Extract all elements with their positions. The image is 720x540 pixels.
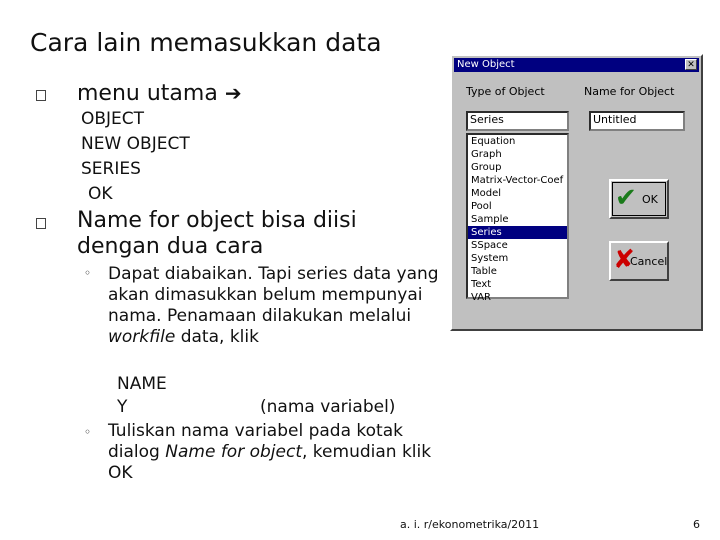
bullet-square-icon (36, 218, 46, 229)
sub-bullet-diabaikan (108, 264, 444, 348)
sub-bullet-tuliskan-tail: , kemudian klik OK (108, 442, 432, 483)
var-hint: (nama variabel) (260, 397, 396, 417)
menu-path-ok: OK (88, 184, 113, 204)
name-for-object-italic: Name for object (165, 442, 302, 462)
sub-bullet-tuliskan-text: Tuliskan nama variabel pada kotak dialog (108, 421, 403, 462)
cancel-button-label: Cancel (630, 255, 668, 268)
list-item[interactable]: Matrix-Vector-Coef (471, 175, 564, 186)
list-item[interactable]: Pool (471, 201, 492, 212)
list-item[interactable]: Sample (471, 214, 509, 225)
list-item[interactable]: VAR (471, 292, 491, 303)
list-item[interactable]: Table (471, 266, 497, 277)
bullet-menu-utama (77, 81, 242, 106)
type-of-object-label: Type of Object (466, 85, 545, 98)
cross-icon: ✘ (613, 245, 635, 275)
footer-credit: a. i. r/ekonometrika/2011 (400, 518, 540, 531)
menu-path-object: OBJECT (81, 109, 145, 129)
list-item[interactable]: Text (471, 279, 492, 290)
list-item[interactable]: Group (471, 162, 502, 173)
bullet-name-for-object (77, 208, 357, 260)
sub-bullet-diabaikan-text: Dapat diabaikan. Tapi series data yang akan dimasukkan belum mempunyai nama. Penamaan dilakukan melalui (108, 264, 439, 326)
list-item-selected[interactable]: Series (468, 226, 567, 239)
close-icon[interactable]: ✕ (685, 59, 697, 70)
arrow-right-icon: ➔ (224, 81, 242, 105)
sub-bullet-circle-icon: ◦ (84, 266, 92, 280)
sub-bullet-diabaikan-tail: data, klik (175, 327, 259, 347)
name-label: NAME (117, 374, 167, 394)
page-number: 6 (693, 518, 700, 531)
var-label: Y (117, 397, 128, 417)
dialog-title-bar[interactable] (454, 58, 699, 72)
list-item[interactable]: Equation (471, 136, 516, 147)
workfile-italic: workfile (108, 327, 176, 347)
checkmark-icon: ✔ (615, 183, 637, 213)
name-for-object-label: Name for Object (584, 85, 675, 98)
list-item[interactable]: Model (471, 188, 502, 199)
dialog-title: New Object (457, 59, 515, 70)
new-object-dialog (450, 54, 703, 331)
type-of-object-field[interactable]: Series (466, 111, 569, 131)
bullet-menu-utama-text: menu utama (77, 81, 218, 106)
list-item[interactable]: System (471, 253, 509, 264)
cancel-button[interactable] (609, 241, 669, 281)
ok-button-label: OK (642, 193, 658, 206)
name-for-object-input[interactable]: Untitled (589, 111, 685, 131)
list-item[interactable]: Graph (471, 149, 502, 160)
list-item[interactable]: SSpace (471, 240, 508, 251)
bullet-name-for-object-line1: Name for object bisa diisi (77, 208, 357, 233)
bullet-name-for-object-line2: dengan dua cara (77, 234, 264, 259)
sub-bullet-tuliskan (108, 421, 448, 484)
bullet-square-icon (36, 90, 46, 101)
menu-path-series: SERIES (81, 159, 141, 179)
sub-bullet-circle-icon: ◦ (84, 425, 92, 439)
type-of-object-list[interactable] (466, 133, 569, 303)
ok-button[interactable] (609, 179, 669, 219)
slide-title: Cara lain memasukkan data (30, 28, 382, 57)
menu-path-new-object: NEW OBJECT (81, 134, 190, 154)
